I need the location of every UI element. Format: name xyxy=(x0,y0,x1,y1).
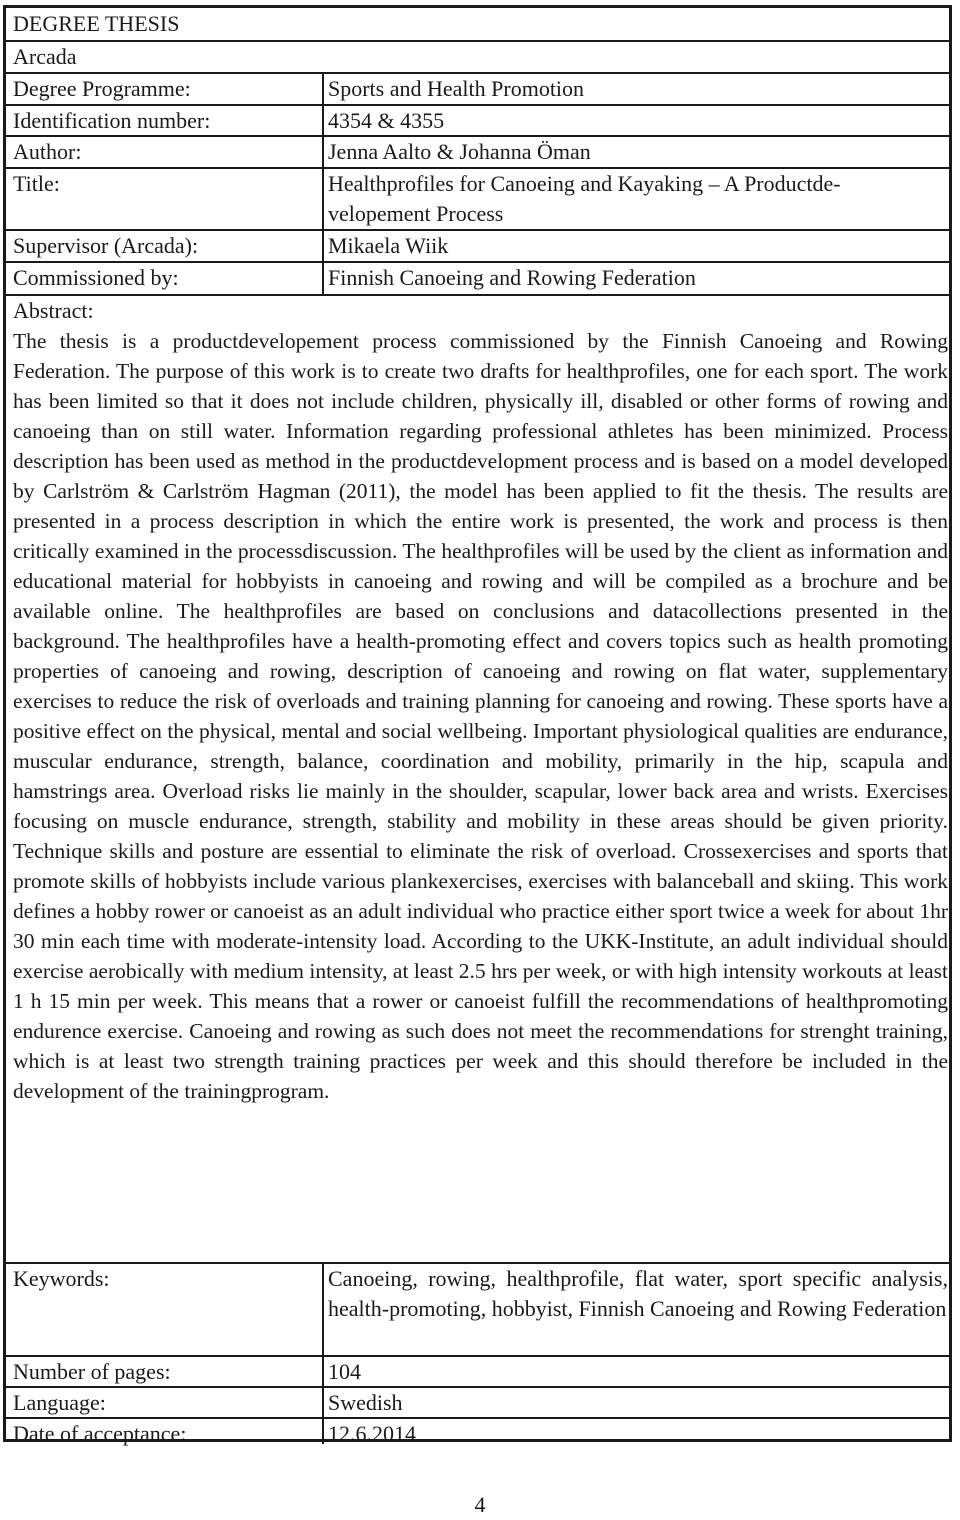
commissioned-by-row xyxy=(6,261,949,294)
column-divider xyxy=(322,1264,324,1355)
date-of-acceptance-value: 12.6.2014 xyxy=(328,1421,416,1446)
degree-programme-row xyxy=(6,72,949,104)
supervisor-row xyxy=(6,229,949,261)
column-divider xyxy=(322,74,324,104)
language-value: Swedish xyxy=(328,1390,403,1415)
author-row xyxy=(6,135,949,167)
supervisor-label: Supervisor (Arcada): xyxy=(13,233,199,258)
language-label: Language: xyxy=(13,1390,106,1415)
degree-programme-label: Degree Programme: xyxy=(13,76,191,101)
column-divider xyxy=(322,1388,324,1418)
number-of-pages-row xyxy=(6,1355,949,1387)
abstract-section xyxy=(6,294,949,1262)
column-divider xyxy=(322,106,324,136)
keywords-row xyxy=(6,1262,949,1355)
commissioned-by-value: Finnish Canoeing and Rowing Federation xyxy=(328,265,696,290)
doc-type-row xyxy=(6,9,949,39)
title-value-line1: Healthprofiles for Canoeing and Kayaking – A Productde- xyxy=(328,171,841,196)
supervisor-value: Mikaela Wiik xyxy=(328,233,449,258)
column-divider xyxy=(322,231,324,261)
page-number: 4 xyxy=(474,1492,486,1517)
abstract-label: Abstract: xyxy=(13,298,94,323)
commissioned-by-label: Commissioned by: xyxy=(13,265,179,290)
keywords-label: Keywords: xyxy=(13,1266,110,1291)
institution: Arcada xyxy=(13,44,77,69)
author-label: Author: xyxy=(13,139,82,164)
title-row xyxy=(6,167,949,229)
doc-type: DEGREE THESIS xyxy=(13,11,180,36)
author-value: Jenna Aalto & Johanna Öman xyxy=(328,139,591,164)
title-label: Title: xyxy=(13,171,60,196)
identification-number-row xyxy=(6,104,949,136)
column-divider xyxy=(322,169,324,229)
number-of-pages-label: Number of pages: xyxy=(13,1359,171,1384)
date-of-acceptance-row xyxy=(6,1417,949,1444)
language-row xyxy=(6,1386,949,1418)
thesis-info-sheet xyxy=(3,5,952,1446)
keywords-value: Canoeing, rowing, healthprofile, flat water, sport specific analysis, health-promoting, hobbyist, Finnish Canoeing and Rowing Federation xyxy=(328,1266,948,1321)
column-divider xyxy=(322,263,324,294)
degree-programme-value: Sports and Health Promotion xyxy=(328,76,585,101)
institution-row xyxy=(6,40,949,72)
number-of-pages-value: 104 xyxy=(328,1359,361,1384)
column-divider xyxy=(322,1419,324,1444)
date-of-acceptance-label: Date of acceptance: xyxy=(13,1421,187,1446)
column-divider xyxy=(322,1357,324,1387)
abstract-text: The thesis is a productdevelopement process commissioned by the Finnish Canoeing and Rowing Federation. The purpose of this work is to create two drafts for healthprofiles, one for each sport. The work has been limited so that it does not include children, physically ill, disabled or other forms of rowing and canoeing than on still water. Information regarding professional athletes has been minimized. Process description has been used as method in the productdevelopment process and is based on a model developed by Carlström & Carlström Hagman (2011), the model has been applied to fit the thesis. The results are presented in a process description in which the entire work is presented, the work and process is then critically examined in the processdiscussion. The healthprofiles will be used by the client as information and educational material for hobbyists in canoeing and rowing and will be compiled as a brochure and be available online. The healthprofiles are based on conclusions and datacollections presented in the background. The healthprofiles have a health-promoting effect and covers topics such as health promoting properties of canoeing and rowing, description of canoeing and rowing on flat water, supplementary exercises to reduce the risk of overloads and training planning for canoeing and rowing. These sports have a positive effect on the physical, mental and social wellbeing. Important physiological qualities are endurance, muscular endurance, strength, balance, coordination and mobility, primarily in the hip, scapula and hamstrings area. Overload risks lie mainly in the shoulder, scapular, lower back area and wrists. Exercises focusing on muscle endurance, strength, stability and mobility in these areas should be given priority. Technique skills and posture are essential to eliminate the risk of overload. Crossexercises and sports that promote skills of hobbyists include various plankexercises, exercises with balanceball and skiing. This work defines a hobby rower or canoeist as an adult individual who practice either sport twice a week for about 1hr 30 min each time with moderate-intensity load. According to the UKK-Institute, an adult individual should exercise aerobically with medium intensity, at least 2.5 hrs per week, or with high intensity workouts at least 1 h 15 min per week. This means that a rower or canoeist fulfill the recommendations of healthpromoting endurence exercise. Canoeing and rowing as such does not meet the recommendations for strenght training, which is at least two strength training practices per week and this should therefore be included in the development of the trainingprogram. xyxy=(13,329,948,1103)
title-value-line2: velopement Process xyxy=(328,201,504,226)
identification-number-label: Identification number: xyxy=(13,108,211,133)
identification-number-value: 4354 & 4355 xyxy=(328,108,445,133)
column-divider xyxy=(322,137,324,167)
